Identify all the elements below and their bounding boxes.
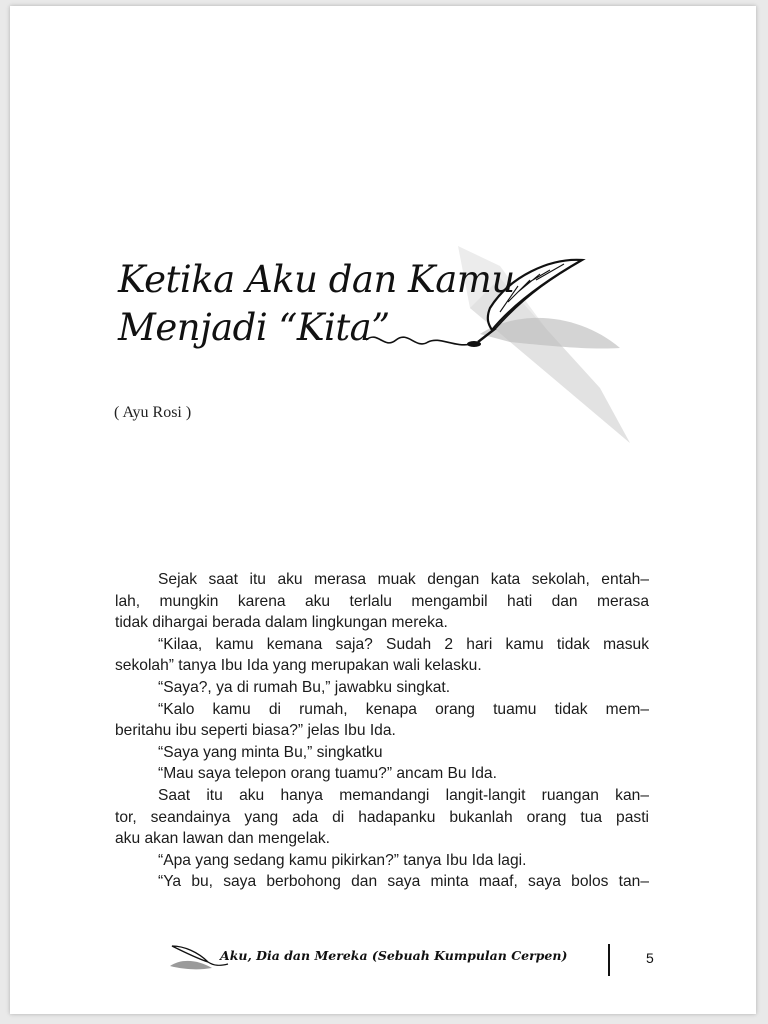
text-line: “Ya bu, saya berbohong dan saya minta maaf, saya bolos tan– <box>158 873 649 891</box>
text-line: sekolah” tanya Ibu Ida yang merupakan wali kelasku. <box>115 657 482 675</box>
text-line: lah, mungkin karena aku terlalu mengambil hati dan merasa <box>115 592 649 610</box>
chapter-title <box>118 256 515 352</box>
text-line: beritahu ibu seperti biasa?” jelas Ibu Ida. <box>115 722 396 740</box>
text-line: “Mau saya telepon orang tuamu?” ancam Bu Ida. <box>158 765 497 783</box>
text-line: tidak dihargai berada dalam lingkungan mereka. <box>115 614 448 632</box>
page-number: 5 <box>646 950 654 966</box>
text-line: “Saya?, ya di rumah Bu,” jawabku singkat. <box>158 678 451 696</box>
text-line: aku akan lawan dan mengelak. <box>115 830 330 848</box>
book-title: Aku, Dia dan Mereka (Sebuah Kumpulan Cerpen) <box>220 948 568 963</box>
story-text <box>115 569 649 893</box>
text-line: “Saya yang minta Bu,” singkatku <box>158 743 383 761</box>
author-name: ( Ayu Rosi ) <box>114 404 192 421</box>
text-line: “Kilaa, kamu kemana saja? Sudah 2 hari kamu tidak masuk <box>158 635 649 653</box>
page-footer <box>168 936 668 984</box>
chapter-title-line-2: Menjadi “Kita” <box>118 306 390 349</box>
chapter-title-line-1: Ketika Aku dan Kamu <box>118 258 515 301</box>
footer-divider <box>608 944 610 976</box>
text-line: “Kalo kamu di rumah, kenapa orang tuamu tidak mem– <box>158 700 649 718</box>
text-line: Saat itu aku hanya memandangi langit-langit ruangan kan– <box>158 786 649 804</box>
book-page <box>10 6 756 1014</box>
text-line: tor, seandainya yang ada di hadapanku bukanlah orang tua pasti <box>115 808 649 826</box>
text-line: Sejak saat itu aku merasa muak dengan kata sekolah, entah– <box>158 571 649 588</box>
text-line: “Apa yang sedang kamu pikirkan?” tanya Ibu Ida lagi. <box>158 851 527 869</box>
